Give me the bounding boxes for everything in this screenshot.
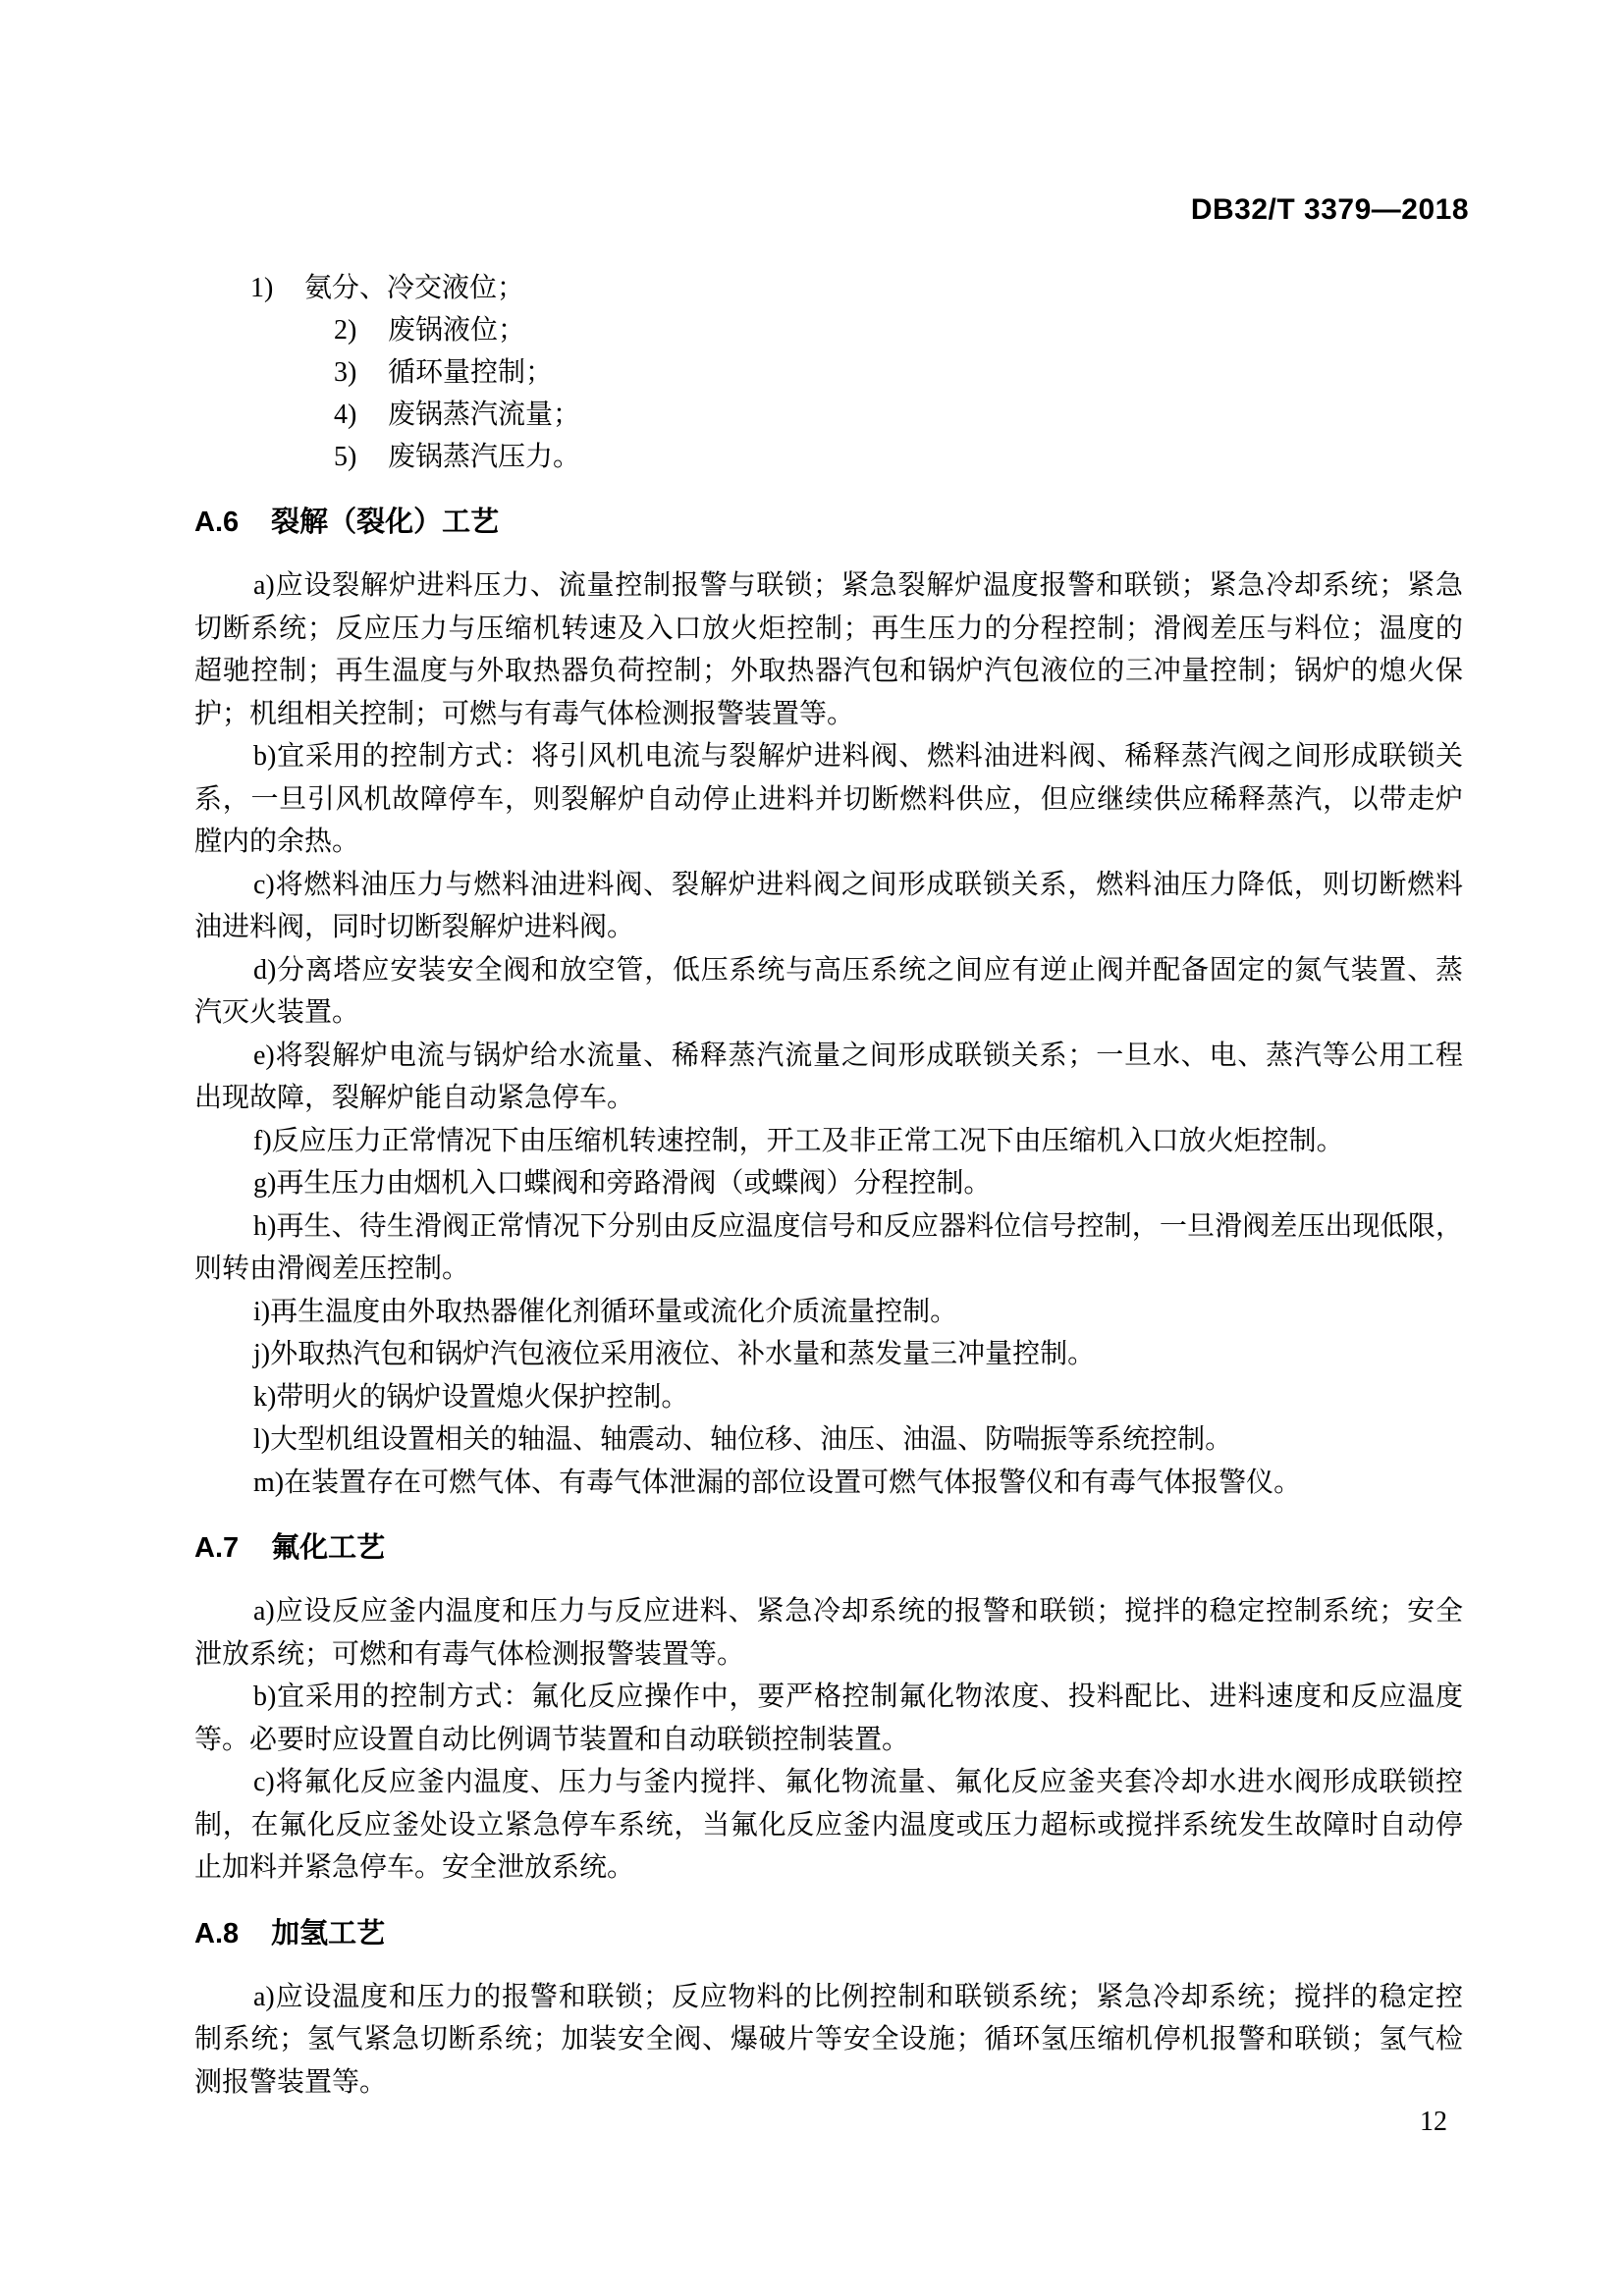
ordered-list <box>194 267 1463 478</box>
paragraph-line: 止加料并紧急停车。安全泄放系统。 <box>194 1852 635 1883</box>
paragraph-line: d)分离塔应安装安全阀和放空管，低压系统与高压系统之间应有逆止阀并配备固定的氮气装置、蒸 <box>253 954 1463 986</box>
section-a6 <box>194 503 1463 1504</box>
paragraph-line: g)再生压力由烟机入口蝶阀和旁路滑阀（或蝶阀）分程控制。 <box>253 1168 992 1199</box>
paragraph-line: 出现故障，裂解炉能自动紧急停车。 <box>194 1083 635 1113</box>
paragraph-line: 泄放系统；可燃和有毒气体检测报警装置等。 <box>194 1638 745 1670</box>
list-item-number: 5) <box>334 442 357 472</box>
paragraph-line: m)在装置存在可燃气体、有毒气体泄漏的部位设置可燃气体报警仪和有毒气体报警仪。 <box>253 1467 1302 1498</box>
paragraph-line: 测报警装置等。 <box>194 2066 388 2098</box>
page-content <box>194 267 1463 2104</box>
paragraph <box>194 1376 1463 1419</box>
paragraph-line: f)反应压力正常情况下由压缩机转速控制，开工及非正常工况下由压缩机入口放火炬控制。 <box>253 1125 1344 1156</box>
paragraph-line: 切断系统；反应压力与压缩机转速及入口放火炬控制；再生压力的分程控制；滑阀差压与料位；温度的 <box>194 613 1463 644</box>
list-item <box>194 267 1463 309</box>
list-item <box>194 436 1463 478</box>
paragraph-line: 制，在氟化反应釜处设立紧急停车系统，当氟化反应釜内温度或压力超标或搅拌系统发生故障时自动停 <box>194 1809 1463 1841</box>
paragraph-line: 护；机组相关控制；可燃与有毒气体检测报警装置等。 <box>194 698 855 729</box>
paragraph <box>194 949 1463 1035</box>
paragraph-line: 超驰控制；再生温度与外取热器负荷控制；外取热器汽包和锅炉汽包液位的三冲量控制；锅炉的熄火保 <box>194 656 1463 686</box>
paragraph-line: i)再生温度由外取热器催化剂循环量或流化介质流量控制。 <box>253 1296 958 1327</box>
list-item-text: 废锅液位； <box>388 315 526 346</box>
paragraph <box>194 1035 1463 1120</box>
paragraph-line: 系，一旦引风机故障停车，则裂解炉自动停止进料并切断燃料供应，但应继续供应稀释蒸汽，以带走炉 <box>194 783 1463 815</box>
section-a8 <box>194 1914 1463 2105</box>
paragraph <box>194 1291 1463 1334</box>
list-item <box>194 394 1463 436</box>
section-a7 <box>194 1528 1463 1890</box>
paragraph-line: a)应设温度和压力的报警和联锁；反应物料的比例控制和联锁系统；紧急冷却系统；搅拌的稳定控 <box>253 1981 1463 2012</box>
list-item-number: 3) <box>334 357 357 388</box>
paragraph-line: h)再生、待生滑阀正常情况下分别由反应温度信号和反应器料位信号控制，一旦滑阀差压出现低限， <box>253 1210 1463 1242</box>
list-item-text: 氨分、冷交液位； <box>304 273 525 303</box>
paragraph-line: a)应设反应釜内温度和压力与反应进料、紧急冷却系统的报警和联锁；搅拌的稳定控制系统；安全 <box>253 1596 1463 1627</box>
section-title: 加氢工艺 <box>271 1917 386 1949</box>
paragraph-line: 则转由滑阀差压控制。 <box>194 1254 470 1284</box>
list-item-text: 循环量控制； <box>388 357 554 388</box>
paragraph <box>194 1120 1463 1163</box>
paragraph <box>194 1333 1463 1376</box>
section-heading <box>194 503 1463 542</box>
paragraph-line: 油进料阀，同时切断裂解炉进料阀。 <box>194 912 635 942</box>
paragraph <box>194 1418 1463 1462</box>
paragraph <box>194 735 1463 864</box>
paragraph-line: b)宜采用的控制方式：将引风机电流与裂解炉进料阀、燃料油进料阀、稀释蒸汽阀之间形成联锁关 <box>253 741 1463 772</box>
section-heading <box>194 1914 1463 1953</box>
document-code-header: DB32/T 3379—2018 <box>1190 193 1469 226</box>
list-item-text: 废锅蒸汽流量； <box>388 400 581 430</box>
section-number: A.7 <box>194 1532 240 1564</box>
paragraph-line: a)应设裂解炉进料压力、流量控制报警与联锁；紧急裂解炉温度报警和联锁；紧急冷却系统；紧急 <box>253 570 1463 601</box>
section-number: A.8 <box>194 1917 240 1949</box>
paragraph-line: 汽灭火装置。 <box>194 997 360 1028</box>
paragraph <box>194 1205 1463 1291</box>
paragraph-line: k)带明火的锅炉设置熄火保护控制。 <box>253 1381 689 1413</box>
page-number: 12 <box>1420 2107 1447 2137</box>
paragraph-line: c)将氟化反应釜内温度、压力与釜内搅拌、氟化物流量、氟化反应釜夹套冷却水进水阀形成联锁控 <box>253 1767 1463 1797</box>
paragraph <box>194 1162 1463 1205</box>
paragraph <box>194 564 1463 735</box>
section-title: 裂解（裂化）工艺 <box>271 507 500 538</box>
paragraph <box>194 1462 1463 1505</box>
paragraph-line: l)大型机组设置相关的轴温、轴震动、轴位移、油压、油温、防喘振等系统控制。 <box>253 1424 1233 1455</box>
list-item-number: 4) <box>334 400 357 430</box>
paragraph-line: 等。必要时应设置自动比例调节装置和自动联锁控制装置。 <box>194 1724 910 1755</box>
section-number: A.6 <box>194 507 240 538</box>
paragraph-line: b)宜采用的控制方式：氟化反应操作中，要严格控制氟化物浓度、投料配比、进料速度和反应温度 <box>253 1682 1463 1712</box>
section-title: 氟化工艺 <box>271 1532 386 1564</box>
paragraph <box>194 1676 1463 1761</box>
paragraph-line: e)将裂解炉电流与锅炉给水流量、稀释蒸汽流量之间形成联锁关系；一旦水、电、蒸汽等公用工程 <box>253 1040 1463 1071</box>
list-item-number: 1) <box>250 273 274 303</box>
paragraph-line: j)外取热汽包和锅炉汽包液位采用液位、补水量和蒸发量三冲量控制。 <box>253 1339 1096 1369</box>
list-item <box>194 309 1463 351</box>
list-item <box>194 351 1463 394</box>
section-heading <box>194 1528 1463 1568</box>
paragraph <box>194 1976 1463 2105</box>
list-item-number: 2) <box>334 315 357 346</box>
paragraph <box>194 864 1463 949</box>
paragraph <box>194 1761 1463 1890</box>
list-item-text: 废锅蒸汽压力。 <box>388 442 581 472</box>
paragraph-line: 制系统；氢气紧急切断系统；加装安全阀、爆破片等安全设施；循环氢压缩机停机报警和联锁；氢气检 <box>194 2024 1463 2055</box>
paragraph-line: 膛内的余热。 <box>194 827 360 857</box>
paragraph <box>194 1590 1463 1676</box>
paragraph-line: c)将燃料油压力与燃料油进料阀、裂解炉进料阀之间形成联锁关系，燃料油压力降低，则切断燃料 <box>253 869 1463 900</box>
